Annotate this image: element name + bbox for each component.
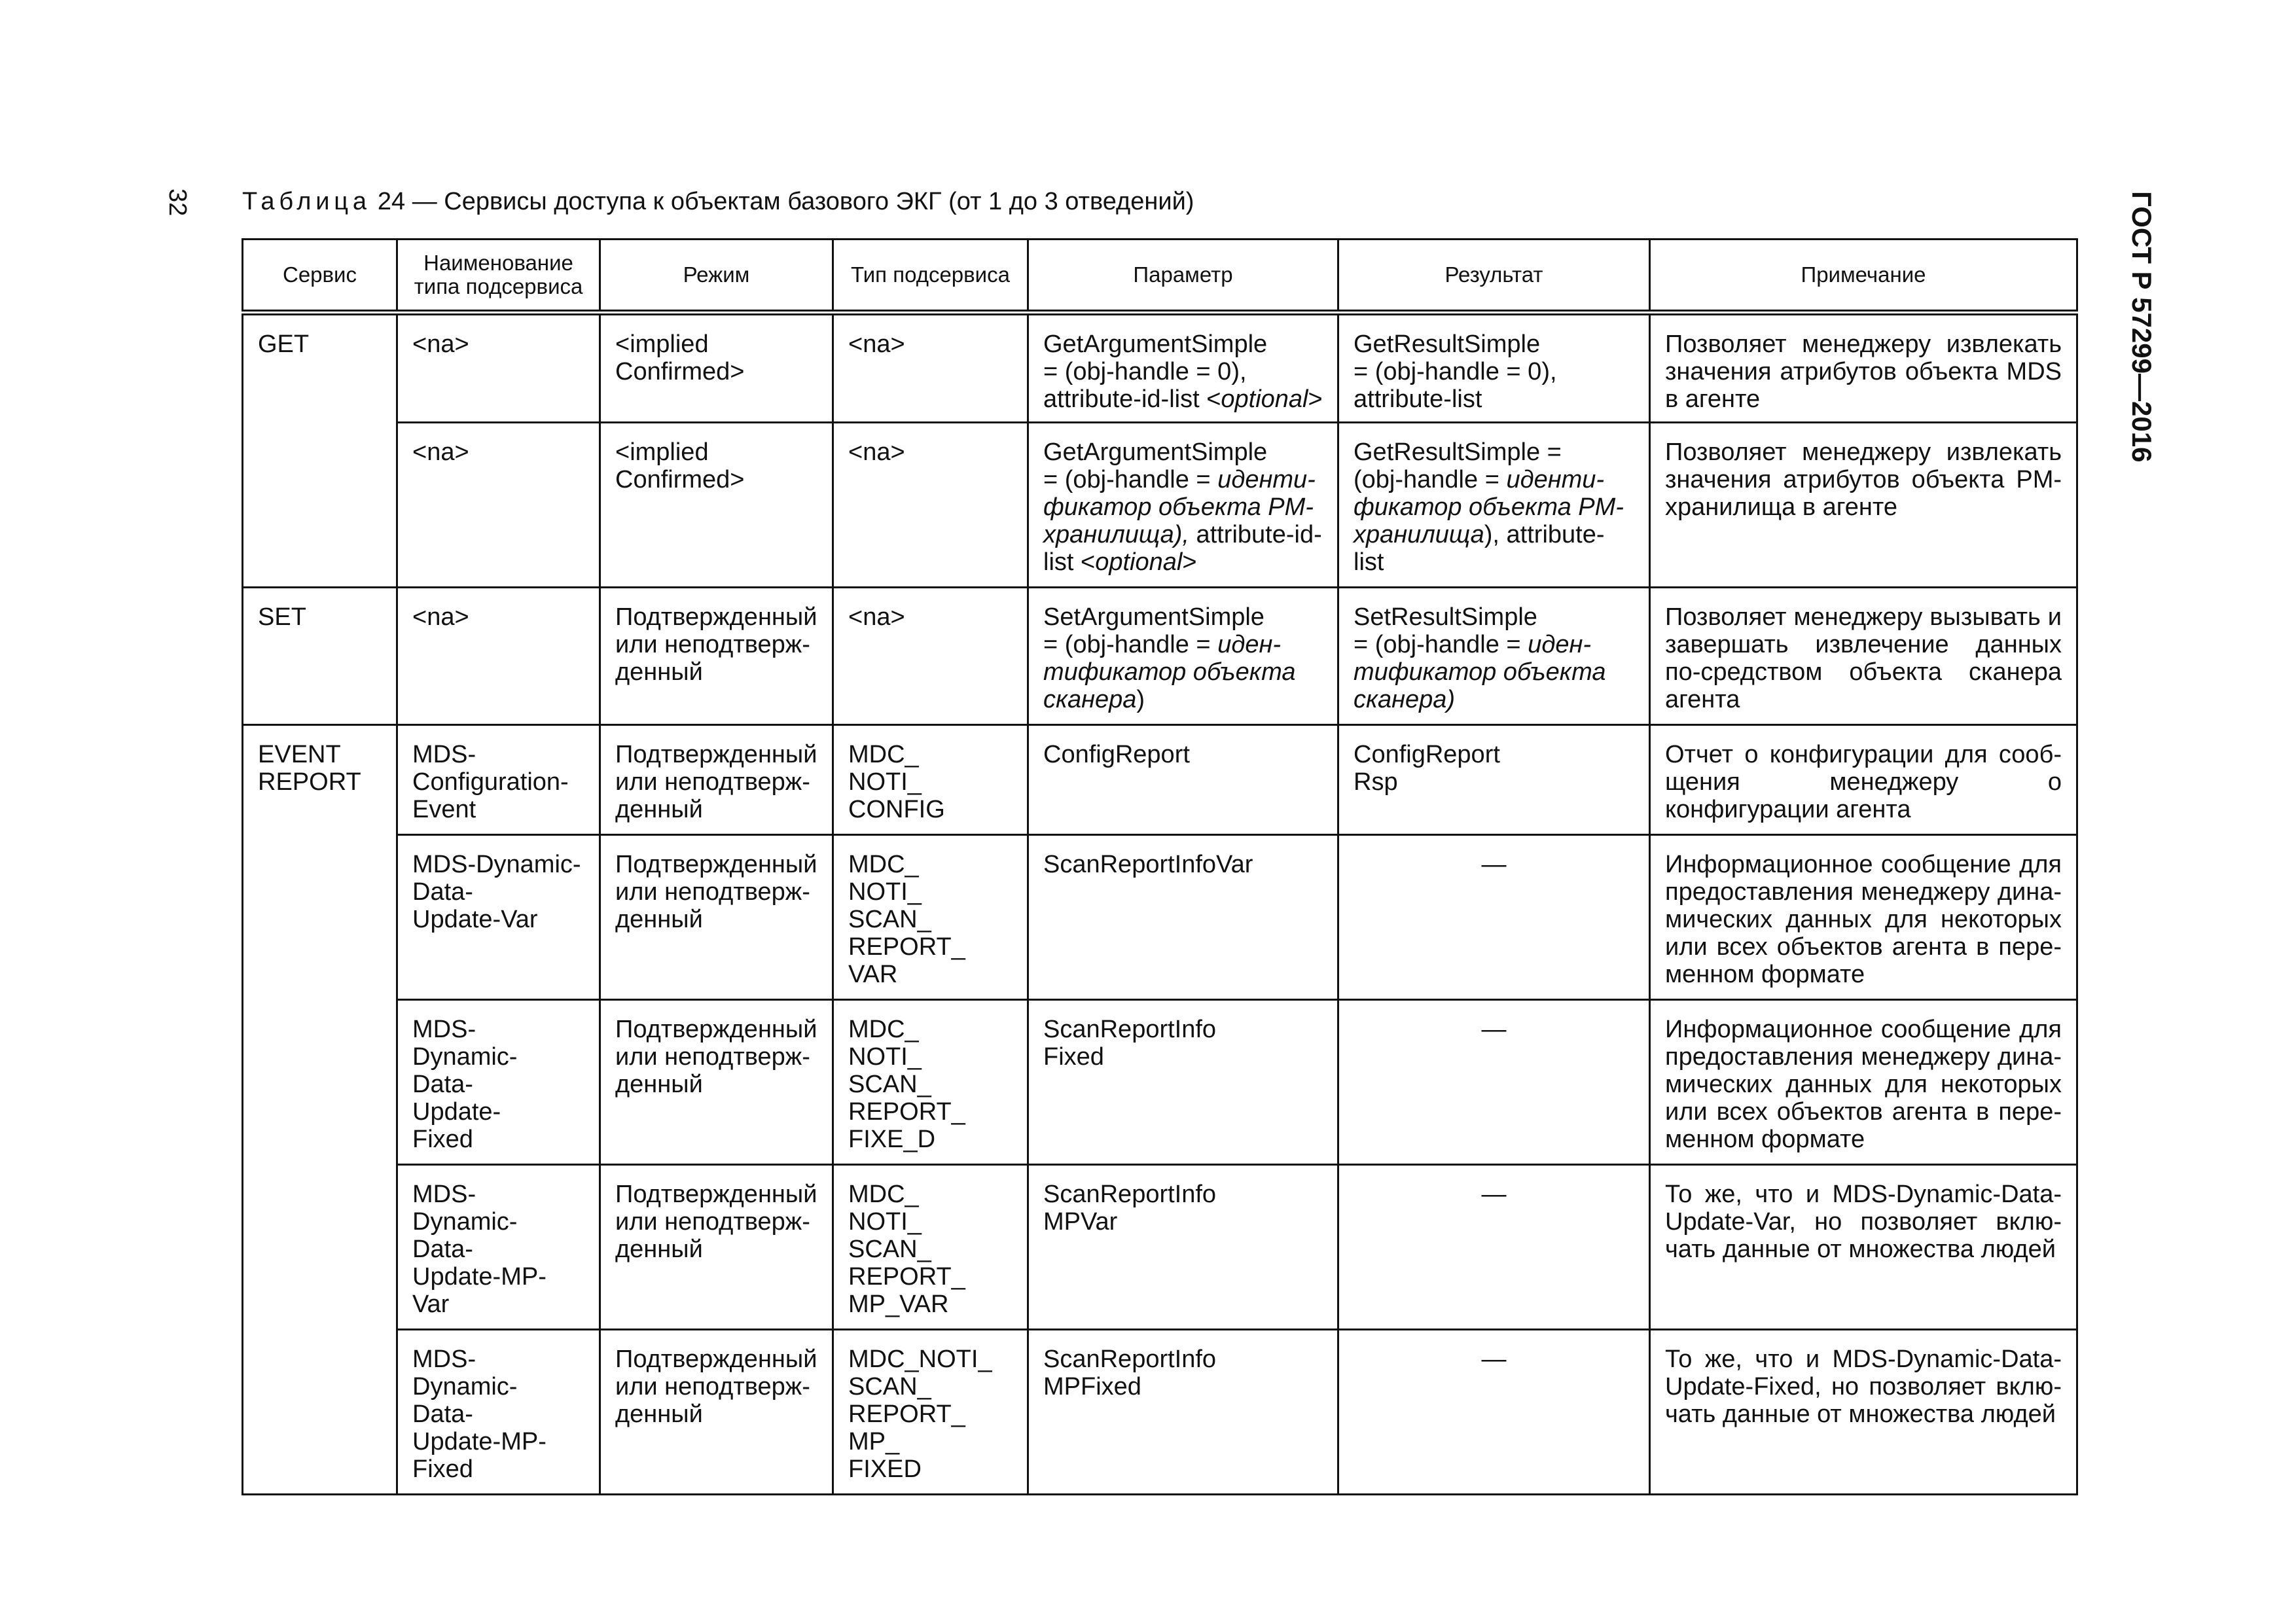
- text: GetArgumentSimple = (obj-handle =: [1043, 438, 1268, 493]
- text: ): [1136, 686, 1145, 713]
- header-subtype-name: Наименование типа подсервиса: [397, 240, 600, 313]
- cell-mode: <implied Confirmed>: [600, 313, 833, 423]
- cell-parameter: ConfigReport: [1028, 725, 1338, 835]
- cell-service: EVENT REPORT: [243, 725, 397, 1495]
- cell-parameter: [1028, 588, 1338, 725]
- cell-mode: Подтвержденный или неподтверж- денный: [600, 1000, 833, 1165]
- cell-note: Позволяет менеджеру извлекать значения атрибутов объекта MDS в агенте: [1650, 313, 2077, 423]
- table-row: [243, 725, 2077, 835]
- cell-parameter: [1028, 423, 1338, 588]
- table-row: [243, 835, 2077, 1000]
- cell-note: Отчет о конфигурации для сооб-щения менеджеру о конфигурации агента: [1650, 725, 2077, 835]
- text-italic: иденти- фикатор объекта PM- хранилища),: [1043, 466, 1316, 548]
- cell-note: Позволяет менеджеру извлекать значения атрибутов объекта PM-хранилища в агенте: [1650, 423, 2077, 588]
- header-note: Примечание: [1650, 240, 2077, 313]
- cell-note: Информационное сообщение для предоставления менеджеру дина-мических данных для некоторых или всех объектов агента в пере-менном формате: [1650, 835, 2077, 1000]
- header-mode: Режим: [600, 240, 833, 313]
- text: SetArgumentSimple = (obj-handle =: [1043, 603, 1265, 658]
- cell-subtype: MDC_ NOTI_ CONFIG: [833, 725, 1028, 835]
- cell-subtype-name: <na>: [397, 423, 600, 588]
- cell-mode: Подтвержденный или неподтверж- денный: [600, 835, 833, 1000]
- cell-result: —: [1338, 1165, 1650, 1330]
- cell-parameter: ScanReportInfo MPVar: [1028, 1165, 1338, 1330]
- cell-subtype: <na>: [833, 423, 1028, 588]
- cell-note: То же, что и MDS-Dynamic-Data-Update-Fixed, но позволяет вклю-чать данные от множества людей: [1650, 1330, 2077, 1495]
- cell-subtype-name: MDS- Dynamic- Data- Update-MP- Var: [397, 1165, 600, 1330]
- cell-result: —: [1338, 835, 1650, 1000]
- text-italic: optional: [1221, 385, 1308, 413]
- header-parameter: Параметр: [1028, 240, 1338, 313]
- cell-mode: Подтвержденный или неподтверж- денный: [600, 725, 833, 835]
- table-row: [243, 313, 2077, 423]
- text: >: [1308, 385, 1323, 413]
- cell-subtype: MDC_NOTI_ SCAN_ REPORT_ MP_ FIXED: [833, 1330, 1028, 1495]
- text: GetArgumentSimple = (obj-handle = 0), attribute-id-list <: [1043, 330, 1268, 413]
- cell-subtype: MDC_ NOTI_ SCAN_ REPORT_ FIXE_D: [833, 1000, 1028, 1165]
- cell-mode: Подтвержденный или неподтверж- денный: [600, 588, 833, 725]
- cell-result: [1338, 423, 1650, 588]
- header-subtype: Тип подсервиса: [833, 240, 1028, 313]
- header-service: Сервис: [243, 240, 397, 313]
- cell-result: GetResultSimple = (obj-handle = 0), attribute-list: [1338, 313, 1650, 423]
- services-table: [242, 238, 2078, 1495]
- page-number: 32: [164, 188, 191, 217]
- text: GetResultSimple = (obj-handle =: [1354, 438, 1562, 493]
- text-italic: иден- тификатор объекта сканера): [1354, 631, 1606, 713]
- caption-label: Таблица: [242, 188, 371, 215]
- cell-subtype-name: <na>: [397, 588, 600, 725]
- text: SetResultSimple = (obj-handle =: [1354, 603, 1537, 658]
- table-row: [243, 423, 2077, 588]
- table-row: [243, 588, 2077, 725]
- cell-result: ConfigReport Rsp: [1338, 725, 1650, 835]
- table-header-row: [243, 240, 2077, 313]
- header-result: Результат: [1338, 240, 1650, 313]
- cell-subtype: MDC_ NOTI_ SCAN_ REPORT_ MP_VAR: [833, 1165, 1028, 1330]
- table-caption: [242, 188, 1194, 216]
- cell-subtype-name: MDS- Configuration- Event: [397, 725, 600, 835]
- cell-parameter: ScanReportInfo MPFixed: [1028, 1330, 1338, 1495]
- cell-subtype-name: <na>: [397, 313, 600, 423]
- cell-note: То же, что и MDS-Dynamic-Data-Update-Var, но позволяет вклю-чать данные от множества людей: [1650, 1165, 2077, 1330]
- cell-note: Информационное сообщение для предоставления менеджеру дина-мических данных для некоторых или всех объектов агента в пере-менном формате: [1650, 1000, 2077, 1165]
- cell-result: —: [1338, 1330, 1650, 1495]
- cell-service: GET: [243, 313, 397, 588]
- text: attribute-id- list <: [1043, 521, 1322, 576]
- text: >: [1182, 548, 1197, 576]
- cell-subtype-name: MDS- Dynamic- Data- Update-MP- Fixed: [397, 1330, 600, 1495]
- cell-service: SET: [243, 588, 397, 725]
- cell-subtype-name: MDS- Dynamic- Data- Update- Fixed: [397, 1000, 600, 1165]
- cell-subtype: <na>: [833, 313, 1028, 423]
- table-row: [243, 1330, 2077, 1495]
- cell-parameter: [1028, 313, 1338, 423]
- standard-code: ГОСТ Р 57299—2016: [2126, 191, 2157, 463]
- cell-mode: <implied Confirmed>: [600, 423, 833, 588]
- cell-mode: Подтвержденный или неподтверж- денный: [600, 1330, 833, 1495]
- cell-parameter: ScanReportInfo Fixed: [1028, 1000, 1338, 1165]
- cell-mode: Подтвержденный или неподтверж- денный: [600, 1165, 833, 1330]
- cell-parameter: ScanReportInfoVar: [1028, 835, 1338, 1000]
- text: ), attribute-list: [1354, 521, 1605, 576]
- table-row: [243, 1165, 2077, 1330]
- cell-subtype: <na>: [833, 588, 1028, 725]
- text-italic: иденти- фикатор объекта PM- хранилища: [1354, 466, 1624, 548]
- cell-result: [1338, 588, 1650, 725]
- text-italic: иден- тификатор объекта сканера: [1043, 631, 1296, 713]
- cell-subtype-name: MDS-Dynamic- Data- Update-Var: [397, 835, 600, 1000]
- cell-note: Позволяет менеджеру вызывать и завершать извлечение данных по-средством объекта сканера агента: [1650, 588, 2077, 725]
- cell-result: —: [1338, 1000, 1650, 1165]
- caption-text: 24 — Сервисы доступа к объектам базового ЭКГ (от 1 до 3 отведений): [377, 188, 1194, 215]
- table-row: [243, 1000, 2077, 1165]
- cell-subtype: MDC_ NOTI_ SCAN_ REPORT_ VAR: [833, 835, 1028, 1000]
- text-italic: optional: [1095, 548, 1183, 576]
